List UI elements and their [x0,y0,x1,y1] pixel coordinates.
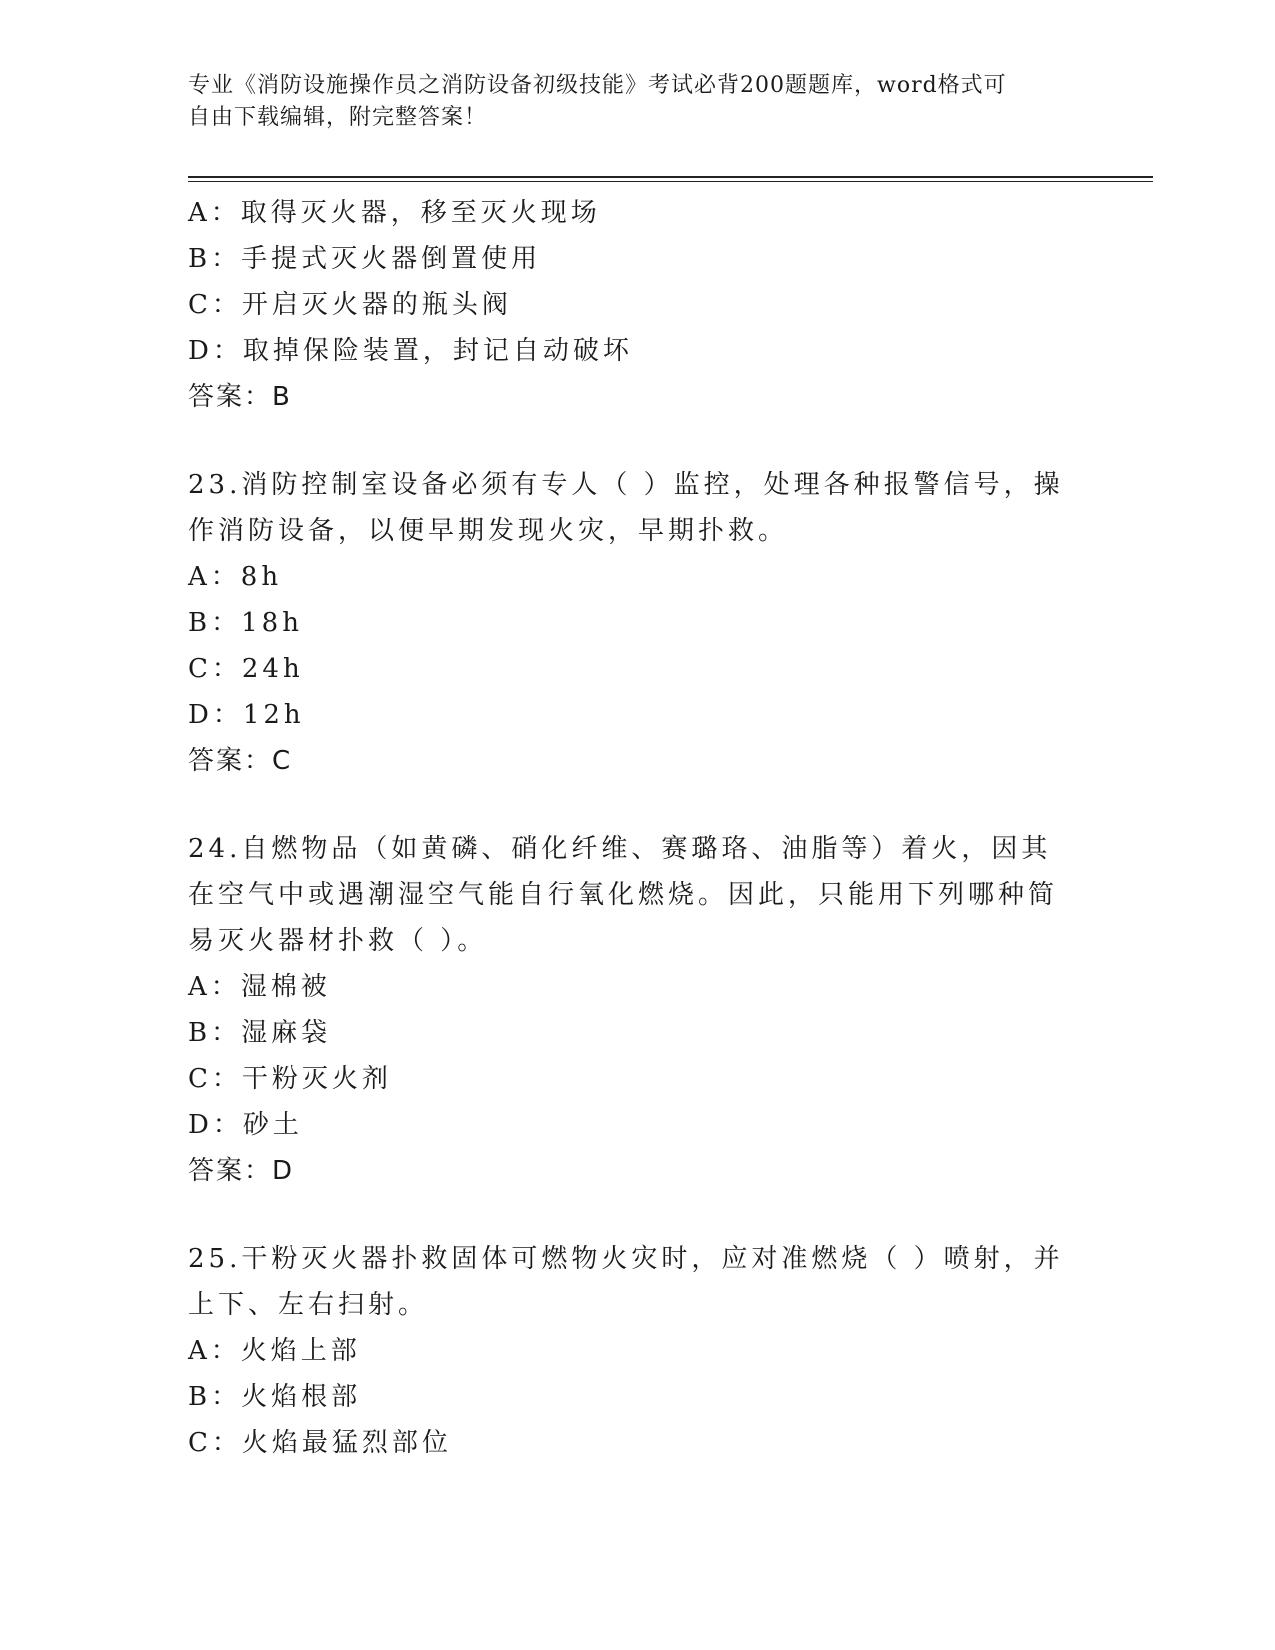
option-d: D：12h [188,700,305,730]
option-b: B：18h [188,608,303,638]
option-d: D：砂土 [188,1110,303,1140]
option-d: D：取掉保险装置，封记自动破坏 [188,336,633,366]
option-a: A：取得灭火器，移至灭火现场 [188,198,601,228]
question-23 [188,462,1088,784]
answer: 答案：B [188,382,292,412]
header-rule-thin [188,181,1153,182]
option-a: A：8h [188,562,283,592]
question-25 [188,1236,1088,1466]
option-b: B：火焰根部 [188,1382,362,1412]
option-c: C：干粉灭火剂 [188,1064,392,1094]
option-a: A：火焰上部 [188,1336,361,1366]
document-header [188,70,1088,134]
question-list [188,190,1088,1466]
option-b: B：手提式灭火器倒置使用 [188,244,542,274]
question-stem: 25.干粉灭火器扑救固体可燃物火灾时，应对准燃烧（ ）喷射，并上下、左右扫射。 [188,1244,1064,1320]
question-22 [188,190,1088,420]
header-rule-thick [188,176,1153,178]
question-stem: 24.自燃物品（如黄磷、硝化纤维、赛璐珞、油脂等）着火，因其在空气中或遇潮湿空气能自行氧化燃烧。因此，只能用下列哪种简易灭火器材扑救（ ）。 [188,834,1059,956]
header-line-1: 专业《消防设施操作员之消防设备初级技能》考试必背200题题库，word格式可 [188,73,1007,98]
option-b: B：湿麻袋 [188,1018,332,1048]
option-c: C：火焰最猛烈部位 [188,1428,452,1458]
option-a: A：湿棉被 [188,972,331,1002]
question-24 [188,826,1088,1194]
option-c: C：开启灭火器的瓶头阀 [188,290,512,320]
answer: 答案：C [188,746,293,776]
header-line-2: 自由下载编辑，附完整答案！ [188,105,488,130]
question-stem: 23.消防控制室设备必须有专人（ ）监控，处理各种报警信号，操作消防设备，以便早期发现火灾，早期扑救。 [188,470,1064,546]
answer: 答案：D [188,1156,295,1186]
option-c: C：24h [188,654,304,684]
